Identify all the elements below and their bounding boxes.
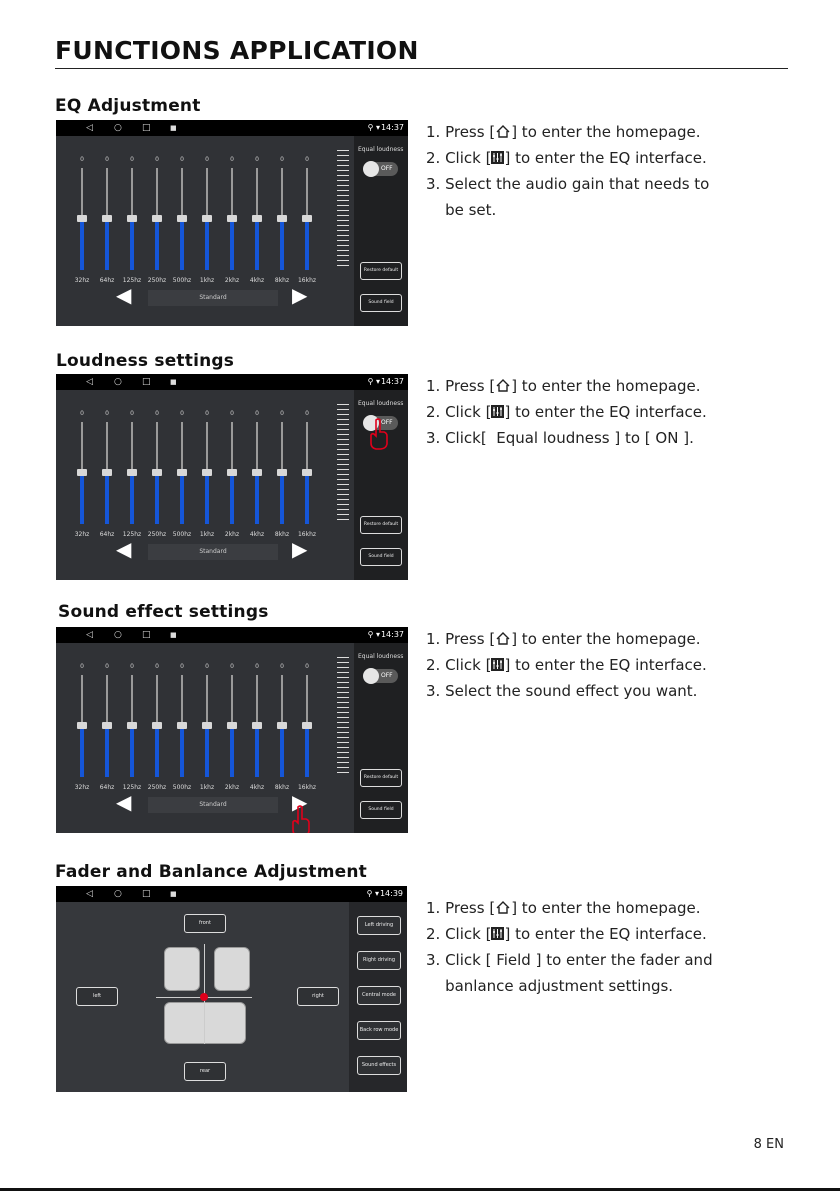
step-text: ] to enter the homepage. (511, 630, 701, 648)
eq-band (272, 643, 292, 791)
eq-band (72, 643, 92, 791)
gain-value: 0 (130, 410, 134, 417)
slider-knob[interactable] (277, 469, 287, 476)
side-mode-button[interactable]: Right driving (357, 951, 401, 970)
preset-name: Standard (148, 544, 278, 560)
eq-band (97, 643, 117, 791)
restore-default-button[interactable]: Restore default (360, 516, 402, 534)
gain-value: 0 (180, 410, 184, 417)
slider-knob[interactable] (252, 722, 262, 729)
status-bar (56, 120, 408, 136)
step-text: ] to enter the homepage. (511, 377, 701, 395)
step-item (426, 171, 766, 197)
eq-band (222, 643, 242, 791)
gain-value: 0 (280, 410, 284, 417)
band-label: 4khz (249, 277, 265, 284)
gain-value: 0 (280, 156, 284, 163)
step-item (426, 373, 766, 399)
step-item (426, 652, 766, 678)
slider-knob[interactable] (202, 722, 212, 729)
gain-value: 0 (255, 410, 259, 417)
gain-value: 0 (205, 663, 209, 670)
side-mode-button[interactable]: Left driving (357, 916, 401, 935)
status-bar (56, 627, 408, 643)
step-text: 3. Click [ Field ] to enter the fader and (426, 951, 713, 969)
sound-field-button[interactable]: Sound field (360, 548, 402, 566)
gain-value: 0 (80, 156, 84, 163)
section-title-eq: EQ Adjustment (55, 96, 201, 116)
sound-field-button[interactable]: Sound field (360, 801, 402, 819)
slider-fill (155, 725, 159, 777)
slider-knob[interactable] (177, 469, 187, 476)
slider-fill (180, 472, 184, 524)
step-text: 2. Click [ (426, 925, 492, 943)
rear-bench-seat (164, 1002, 246, 1044)
eq-band (197, 643, 217, 791)
next-preset-arrow-icon[interactable]: ▶ (292, 283, 308, 307)
band-label: 500hz (172, 784, 192, 791)
eq-band (272, 390, 292, 538)
slider-knob[interactable] (152, 215, 162, 222)
band-label: 16khz (297, 277, 317, 284)
section-title-sound-effect: Sound effect settings (58, 602, 269, 622)
slider-knob[interactable] (77, 469, 87, 476)
eq-band (197, 136, 217, 284)
eq-band (147, 643, 167, 791)
home-circle-icon[interactable]: ○ (114, 630, 122, 640)
gain-value: 0 (205, 156, 209, 163)
equal-loudness-toggle[interactable] (364, 162, 398, 176)
pointing-hand-icon (290, 805, 312, 833)
notification-icon: ■ (170, 890, 177, 898)
recent-apps-icon[interactable]: □ (142, 123, 151, 133)
status-time: 14:37 (380, 377, 404, 386)
back-triangle-icon[interactable]: ◁ (86, 123, 93, 133)
side-mode-button[interactable]: Back row mode (357, 1021, 401, 1040)
front-button[interactable]: front (184, 914, 226, 933)
slider-knob[interactable] (302, 215, 312, 222)
left-button[interactable]: left (76, 987, 118, 1006)
eq-band (222, 136, 242, 284)
rear-button[interactable]: rear (184, 1062, 226, 1081)
steps-fader (426, 895, 766, 999)
step-item (426, 197, 766, 223)
step-text: ] to enter the EQ interface. (504, 656, 707, 674)
band-label: 64hz (99, 531, 115, 538)
level-scale (337, 150, 349, 270)
sound-field-button[interactable]: Sound field (360, 294, 402, 312)
right-button[interactable]: right (297, 987, 339, 1006)
slider-knob[interactable] (227, 215, 237, 222)
equal-loudness-label: Equal loudness (358, 400, 404, 407)
eq-sidebar (354, 643, 408, 833)
slider-knob[interactable] (277, 215, 287, 222)
slider-fill (205, 725, 209, 777)
band-label: 32hz (74, 784, 90, 791)
home-icon (495, 123, 511, 141)
slider-knob[interactable] (302, 469, 312, 476)
slider-fill (305, 472, 309, 524)
gain-value: 0 (105, 156, 109, 163)
eq-icon (491, 658, 504, 671)
slider-fill (130, 472, 134, 524)
slider-fill (280, 725, 284, 777)
level-scale (337, 657, 349, 777)
slider-knob[interactable] (127, 722, 137, 729)
band-label: 4khz (249, 531, 265, 538)
band-label: 4khz (249, 784, 265, 791)
gain-value: 0 (305, 156, 309, 163)
band-label: 250hz (147, 784, 167, 791)
slider-knob[interactable] (252, 215, 262, 222)
side-mode-button[interactable]: Central mode (357, 986, 401, 1005)
prev-preset-arrow-icon[interactable]: ◀ (116, 283, 132, 307)
slider-fill (80, 725, 84, 777)
slider-fill (105, 472, 109, 524)
restore-default-button[interactable]: Restore default (360, 769, 402, 787)
eq-icon (491, 151, 504, 164)
prev-preset-arrow-icon[interactable]: ◀ (116, 537, 132, 561)
slider-knob[interactable] (102, 215, 112, 222)
slider-knob[interactable] (252, 469, 262, 476)
step-item (426, 145, 766, 171)
restore-default-button[interactable]: Restore default (360, 262, 402, 280)
step-text: 1. Press [ (426, 377, 496, 395)
slider-knob[interactable] (77, 215, 87, 222)
equal-loudness-toggle[interactable] (364, 669, 398, 683)
eq-band (97, 136, 117, 284)
home-circle-icon[interactable]: ○ (114, 889, 122, 899)
eq-icon (491, 927, 504, 940)
next-preset-arrow-icon[interactable]: ▶ (292, 537, 308, 561)
back-triangle-icon[interactable]: ◁ (86, 377, 93, 387)
step-text: ] to enter the homepage. (511, 899, 701, 917)
gain-value: 0 (230, 156, 234, 163)
eq-band (72, 390, 92, 538)
slider-fill (105, 725, 109, 777)
slider-knob[interactable] (177, 215, 187, 222)
gain-value: 0 (155, 410, 159, 417)
slider-fill (230, 725, 234, 777)
location-wifi-icon: ⚲ ▾ (367, 630, 380, 639)
slider-fill (155, 472, 159, 524)
step-item (426, 895, 766, 921)
steps-loudness (426, 373, 766, 451)
equal-loudness-label: Equal loudness (358, 146, 404, 153)
slider-knob[interactable] (152, 722, 162, 729)
gain-value: 0 (255, 156, 259, 163)
fader-sidebar (349, 902, 407, 1092)
status-time: 14:39 (379, 889, 403, 898)
eq-band (197, 390, 217, 538)
prev-preset-arrow-icon[interactable]: ◀ (116, 790, 132, 814)
step-item (426, 626, 766, 652)
status-time: 14:37 (380, 123, 404, 132)
toggle-state: OFF (381, 419, 393, 426)
band-label: 250hz (147, 277, 167, 284)
page-number: 8 EN (753, 1137, 784, 1152)
step-text: 3. Select the sound effect you want. (426, 682, 698, 700)
toggle-state: OFF (381, 165, 393, 172)
band-label: 2khz (224, 277, 240, 284)
gain-value: 0 (255, 663, 259, 670)
step-text: be set. (426, 201, 497, 219)
step-item (426, 973, 766, 999)
band-label: 500hz (172, 531, 192, 538)
band-label: 32hz (74, 277, 90, 284)
eq-screen-1 (56, 120, 408, 326)
band-label: 250hz (147, 531, 167, 538)
band-label: 32hz (74, 531, 90, 538)
eq-band (72, 136, 92, 284)
home-icon (495, 630, 511, 648)
eq-screen-3 (56, 627, 408, 833)
back-triangle-icon[interactable]: ◁ (86, 630, 93, 640)
slider-knob[interactable] (202, 215, 212, 222)
gain-value: 0 (130, 663, 134, 670)
toggle-knob (363, 161, 379, 177)
preset-name: Standard (148, 797, 278, 813)
slider-knob[interactable] (177, 722, 187, 729)
preset-name: Standard (148, 290, 278, 306)
slider-fill (80, 218, 84, 270)
band-label: 125hz (122, 277, 142, 284)
step-text: banlance adjustment settings. (426, 977, 674, 995)
eq-band (147, 390, 167, 538)
slider-fill (305, 725, 309, 777)
slider-fill (80, 472, 84, 524)
slider-fill (305, 218, 309, 270)
band-label: 125hz (122, 531, 142, 538)
slider-fill (180, 218, 184, 270)
eq-band (272, 136, 292, 284)
step-text: 2. Click [ (426, 149, 492, 167)
step-item (426, 119, 766, 145)
step-text: ] to enter the EQ interface. (504, 149, 707, 167)
slider-fill (230, 218, 234, 270)
front-left-seat (164, 947, 200, 991)
band-label: 64hz (99, 277, 115, 284)
eq-screen-2 (56, 374, 408, 580)
slider-fill (155, 218, 159, 270)
band-label: 2khz (224, 784, 240, 791)
slider-fill (105, 218, 109, 270)
band-label: 16khz (297, 531, 317, 538)
slider-knob[interactable] (127, 469, 137, 476)
gain-value: 0 (105, 663, 109, 670)
eq-band (247, 390, 267, 538)
gain-value: 0 (230, 663, 234, 670)
next-preset-arrow-icon[interactable]: ▶ (292, 790, 308, 814)
band-label: 8khz (274, 277, 290, 284)
band-label: 2khz (224, 531, 240, 538)
eq-band (297, 136, 317, 284)
gain-value: 0 (180, 663, 184, 670)
band-label: 16khz (297, 784, 317, 791)
eq-band (97, 390, 117, 538)
home-circle-icon[interactable]: ○ (114, 123, 122, 133)
slider-fill (205, 472, 209, 524)
gain-value: 0 (205, 410, 209, 417)
step-text: ] to enter the homepage. (511, 123, 701, 141)
eq-sidebar (354, 136, 408, 326)
location-wifi-icon: ⚲ ▾ (367, 377, 380, 386)
slider-knob[interactable] (277, 722, 287, 729)
step-text: 1. Press [ (426, 899, 496, 917)
slider-fill (205, 218, 209, 270)
band-label: 8khz (274, 784, 290, 791)
step-text: 2. Click [ (426, 403, 492, 421)
eq-band (122, 390, 142, 538)
eq-band (122, 136, 142, 284)
eq-band (172, 136, 192, 284)
eq-band (222, 390, 242, 538)
eq-band (172, 390, 192, 538)
section-title-loudness: Loudness settings (56, 351, 235, 371)
slider-knob[interactable] (152, 469, 162, 476)
section-title-fader: Fader and Banlance Adjustment (55, 862, 367, 882)
step-text: 3. Click[ Equal loudness ] to [ ON ]. (426, 429, 694, 447)
steps-eq (426, 119, 766, 223)
home-circle-icon[interactable]: ○ (114, 377, 122, 387)
gain-value: 0 (155, 663, 159, 670)
band-label: 64hz (99, 784, 115, 791)
slider-knob[interactable] (127, 215, 137, 222)
gain-value: 0 (280, 663, 284, 670)
slider-fill (255, 218, 259, 270)
step-text: ] to enter the EQ interface. (504, 403, 707, 421)
location-wifi-icon: ⚲ ▾ (367, 123, 380, 132)
title-rule (55, 68, 788, 69)
gain-value: 0 (305, 663, 309, 670)
slider-knob[interactable] (227, 722, 237, 729)
band-label: 1khz (199, 277, 215, 284)
step-text: ] to enter the EQ interface. (504, 925, 707, 943)
band-label: 1khz (199, 784, 215, 791)
home-icon (495, 377, 511, 395)
slider-knob[interactable] (102, 469, 112, 476)
page-title: FUNCTIONS APPLICATION (55, 36, 419, 65)
slider-fill (180, 725, 184, 777)
pointing-hand-icon (368, 418, 390, 450)
slider-fill (130, 725, 134, 777)
step-item (426, 947, 766, 973)
recent-apps-icon[interactable]: □ (142, 889, 151, 899)
slider-fill (130, 218, 134, 270)
step-text: 2. Click [ (426, 656, 492, 674)
slider-knob[interactable] (77, 722, 87, 729)
eq-band (297, 390, 317, 538)
toggle-knob (363, 668, 379, 684)
notification-icon: ■ (170, 124, 177, 132)
notification-icon: ■ (170, 631, 177, 639)
slider-fill (280, 218, 284, 270)
eq-band (122, 643, 142, 791)
step-text: 1. Press [ (426, 630, 496, 648)
step-item (426, 425, 766, 451)
bottom-rule (0, 1188, 840, 1191)
gain-value: 0 (80, 410, 84, 417)
slider-knob[interactable] (302, 722, 312, 729)
side-mode-button[interactable]: Sound effects (357, 1056, 401, 1075)
band-label: 8khz (274, 531, 290, 538)
band-label: 500hz (172, 277, 192, 284)
slider-knob[interactable] (202, 469, 212, 476)
eq-band (247, 643, 267, 791)
eq-icon (491, 405, 504, 418)
front-right-seat (214, 947, 250, 991)
gain-value: 0 (155, 156, 159, 163)
notification-icon: ■ (170, 378, 177, 386)
status-bar (56, 886, 407, 902)
steps-sound-effect (426, 626, 766, 704)
gain-value: 0 (130, 156, 134, 163)
recent-apps-icon[interactable]: □ (142, 630, 151, 640)
home-icon (495, 899, 511, 917)
gain-value: 0 (230, 410, 234, 417)
status-time: 14:37 (380, 630, 404, 639)
step-item (426, 678, 766, 704)
gain-value: 0 (80, 663, 84, 670)
level-scale (337, 404, 349, 524)
slider-knob[interactable] (102, 722, 112, 729)
slider-fill (280, 472, 284, 524)
slider-fill (255, 725, 259, 777)
step-text: 3. Select the audio gain that needs to (426, 175, 710, 193)
gain-value: 0 (105, 410, 109, 417)
position-marker[interactable] (200, 993, 208, 1001)
location-wifi-icon: ⚲ ▾ (366, 889, 379, 898)
back-triangle-icon[interactable]: ◁ (86, 889, 93, 899)
slider-fill (230, 472, 234, 524)
band-label: 125hz (122, 784, 142, 791)
equal-loudness-label: Equal loudness (358, 653, 404, 660)
slider-knob[interactable] (227, 469, 237, 476)
eq-band (147, 136, 167, 284)
gain-value: 0 (180, 156, 184, 163)
eq-band (247, 136, 267, 284)
gain-value: 0 (305, 410, 309, 417)
band-label: 1khz (199, 531, 215, 538)
step-item (426, 399, 766, 425)
toggle-state: OFF (381, 672, 393, 679)
step-text: 1. Press [ (426, 123, 496, 141)
fader-screen (56, 886, 407, 1092)
eq-band (297, 643, 317, 791)
recent-apps-icon[interactable]: □ (142, 377, 151, 387)
step-item (426, 921, 766, 947)
eq-band (172, 643, 192, 791)
slider-fill (255, 472, 259, 524)
status-bar (56, 374, 408, 390)
